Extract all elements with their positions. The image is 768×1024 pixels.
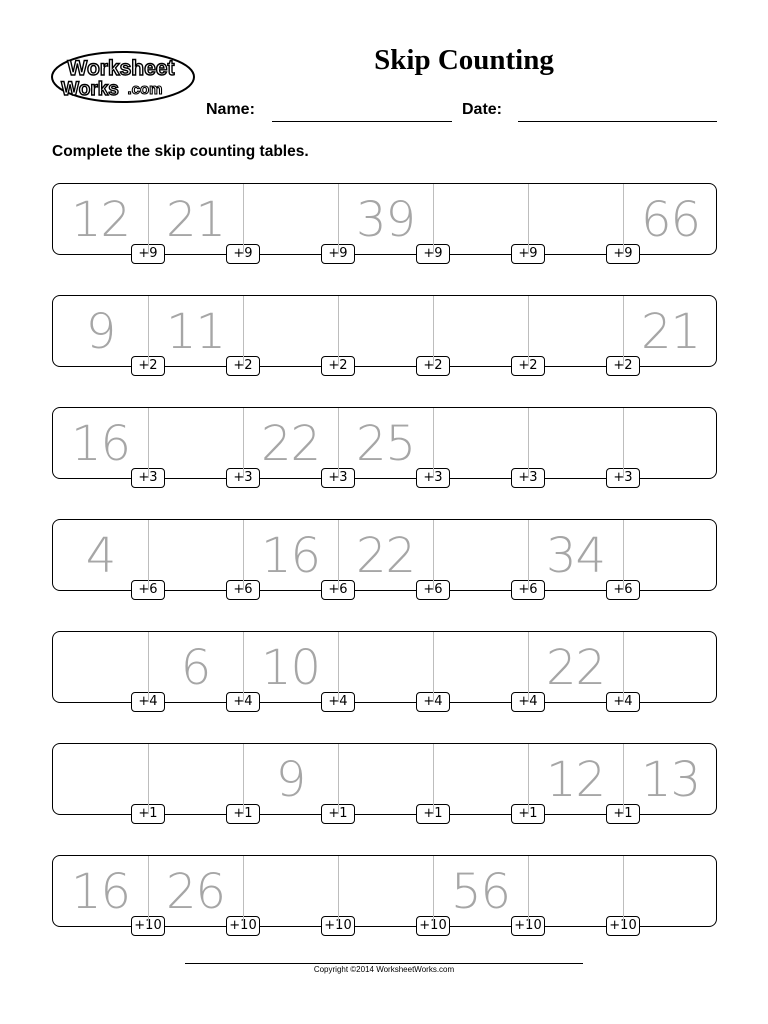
given-number: 10 [260,640,321,696]
date-field[interactable] [518,121,717,122]
given-number: 21 [640,304,701,360]
given-number: 21 [165,192,226,248]
step-badge: +1 [131,804,165,824]
given-number: 9 [275,752,306,808]
given-number: 12 [70,192,131,248]
blank-cell[interactable] [433,751,528,809]
blank-cell[interactable] [528,863,623,921]
step-badge: +1 [606,804,640,824]
logo-line2: Works [61,79,119,100]
step-badge: +6 [131,580,165,600]
name-field[interactable] [272,121,452,122]
step-badge: +10 [226,916,260,936]
step-badge: +4 [606,692,640,712]
step-badge: +1 [321,804,355,824]
given-number: 12 [545,752,606,808]
step-badge: +9 [321,244,355,264]
step-badge: +1 [416,804,450,824]
step-badge: +10 [416,916,450,936]
step-badge: +10 [321,916,355,936]
given-number: 39 [355,192,416,248]
blank-cell[interactable] [338,863,433,921]
instructions: Complete the skip counting tables. [52,143,309,160]
step-badge: +2 [226,356,260,376]
skip-table [52,183,717,261]
step-badge: +9 [416,244,450,264]
copyright: Copyright ©2014 WorksheetWorks.com [313,965,455,974]
blank-cell[interactable] [338,751,433,809]
step-badge: +10 [511,916,545,936]
logo-line1: Worksheet [67,57,175,80]
blank-cell[interactable] [433,415,528,473]
step-badge: +10 [131,916,165,936]
blank-cell[interactable] [148,415,243,473]
blank-cell[interactable] [243,863,338,921]
skip-table [52,631,717,709]
step-badge: +4 [226,692,260,712]
date-label: Date: [462,101,503,118]
step-badge: +4 [511,692,545,712]
step-badge: +4 [131,692,165,712]
step-badge: +6 [416,580,450,600]
step-badge: +4 [416,692,450,712]
blank-cell[interactable] [338,639,433,697]
step-badge: +9 [606,244,640,264]
given-number: 25 [355,416,416,472]
blank-cell[interactable] [528,415,623,473]
blank-cell[interactable] [148,527,243,585]
step-badge: +2 [606,356,640,376]
step-badge: +9 [131,244,165,264]
step-badge: +2 [131,356,165,376]
given-number: 9 [85,304,116,360]
page-title: Skip Counting [374,44,554,76]
skip-table [52,743,717,821]
step-badge: +2 [511,356,545,376]
step-badge: +9 [226,244,260,264]
blank-cell[interactable] [433,191,528,249]
blank-cell[interactable] [243,303,338,361]
worksheetworks-logo [50,50,196,104]
step-badge: +1 [511,804,545,824]
step-badge: +6 [511,580,545,600]
given-number: 13 [640,752,701,808]
given-number: 6 [180,640,211,696]
given-number: 56 [450,864,511,920]
blank-cell[interactable] [623,863,718,921]
blank-cell[interactable] [243,191,338,249]
blank-cell[interactable] [433,527,528,585]
step-badge: +4 [321,692,355,712]
step-badge: +3 [226,468,260,488]
blank-cell[interactable] [623,639,718,697]
step-badge: +6 [226,580,260,600]
step-badge: +3 [416,468,450,488]
step-badge: +1 [226,804,260,824]
blank-cell[interactable] [148,751,243,809]
step-badge: +3 [321,468,355,488]
step-badge: +10 [606,916,640,936]
blank-cell[interactable] [623,527,718,585]
footer-divider [185,963,583,964]
step-badge: +9 [511,244,545,264]
blank-cell[interactable] [53,639,148,697]
blank-cell[interactable] [338,303,433,361]
name-label: Name: [206,101,255,118]
skip-table [52,295,717,373]
skip-table [52,855,717,933]
step-badge: +6 [321,580,355,600]
skip-table [52,519,717,597]
step-badge: +6 [606,580,640,600]
given-number: 22 [260,416,321,472]
given-number: 16 [70,416,131,472]
given-number: 26 [165,864,226,920]
given-number: 22 [355,528,416,584]
given-number: 34 [545,528,606,584]
step-badge: +3 [511,468,545,488]
step-badge: +3 [606,468,640,488]
logo-graphic [50,50,196,104]
blank-cell[interactable] [433,639,528,697]
blank-cell[interactable] [53,751,148,809]
blank-cell[interactable] [528,303,623,361]
given-number: 22 [545,640,606,696]
given-number: 66 [640,192,701,248]
blank-cell[interactable] [623,415,718,473]
given-number: 4 [85,528,116,584]
blank-cell[interactable] [433,303,528,361]
logo-suffix: .com [127,81,163,98]
given-number: 11 [165,304,226,360]
blank-cell[interactable] [528,191,623,249]
step-badge: +2 [321,356,355,376]
step-badge: +2 [416,356,450,376]
skip-table [52,407,717,485]
step-badge: +3 [131,468,165,488]
given-number: 16 [70,864,131,920]
given-number: 16 [260,528,321,584]
